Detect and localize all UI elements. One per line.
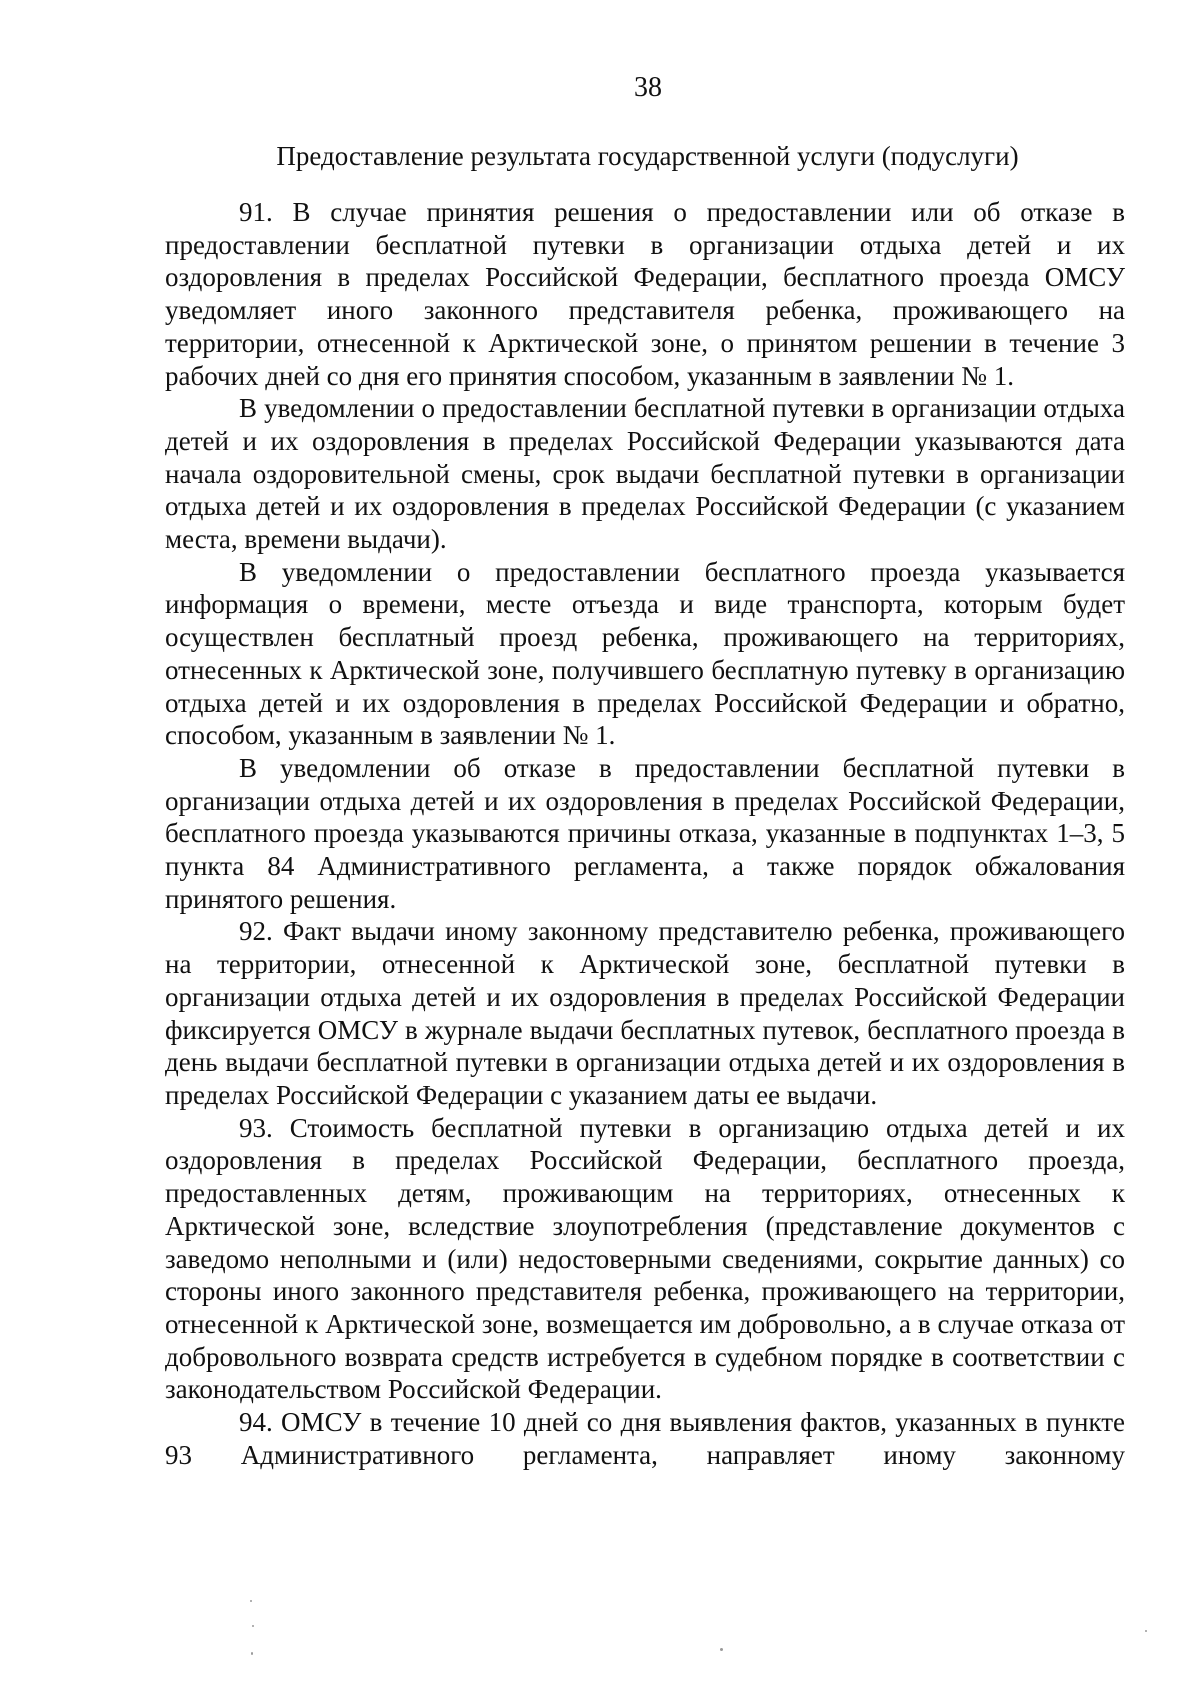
paragraph-notice-voucher: В уведомлении о предоставлении бесплатной путевки в организации отдыха детей и их оздоровления в пределах Российской Федерации указываются дата начала оздоровительной смены, срок выдачи бесплатной путевки в организации отдыха детей и их оздоровления в пределах Российской Федерации (с указанием места, времени выдачи). [165, 393, 1125, 555]
scan-speck [1145, 1630, 1147, 1632]
document-body [165, 196, 1125, 1471]
section-heading: Предоставление результата государственной услуги (подуслуги) [276, 141, 1019, 171]
page-number: 38 [634, 72, 662, 103]
paragraph-notice-refusal: В уведомлении об отказе в предоставлении бесплатной путевки в организации отдыха детей и их оздоровления в пределах Российской Федерации, бесплатного проезда указываются причины отказа, указанные в подпунктах 1–3, 5 пункта 84 Административного регламента, а также порядок обжалования принятого решения. [165, 752, 1125, 914]
paragraph-93: 93. Стоимость бесплатной путевки в организацию отдыха детей и их оздоровления в пределах Российской Федерации, бесплатного проезда, предоставленных детям, проживающим на территориях, отнесенных к Арктической зоне, вследствие злоупотребления (представление документов с заведомо неполными и (или) недостоверными сведениями, сокрытие данных) со стороны иного законного представителя ребенка, проживающего на территории, отнесенной к Арктической зоне, возмещается им добровольно, а в случае отказа от добровольного возврата средств истребуется в судебном порядке в соответствии с законодательством Российской Федерации. [165, 1112, 1125, 1405]
paragraph-notice-travel: В уведомлении о предоставлении бесплатного проезда указывается информация о времени, месте отъезда и виде транспорта, которым будет осуществлен бесплатный проезд ребенка, проживающего на территориях, отнесенных к Арктической зоне, получившего бесплатную путевку в организацию отдыха детей и их оздоровления в пределах Российской Федерации и обратно, способом, указанным в заявлении № 1. [165, 556, 1125, 751]
paragraph-91: 91. В случае принятия решения о предоставлении или об отказе в предоставлении бесплатной путевки в организации отдыха детей и их оздоровления в пределах Российской Федерации, бесплатного проезда ОМСУ уведомляет иного законного представителя ребенка, проживающего на территории, отнесенной к Арктической зоне, о принятом решении в течение 3 рабочих дней со дня его принятия способом, указанным в заявлении № 1. [165, 197, 1125, 391]
scan-speck [251, 1652, 253, 1655]
paragraph-94: 94. ОМСУ в течение 10 дней со дня выявления фактов, указанных в пункте 93 Административного регламента, направляет иному законному [165, 1407, 1125, 1470]
scan-speck [252, 1625, 254, 1627]
scan-speck [250, 1600, 252, 1602]
paragraph-92: 92. Факт выдачи иному законному представителю ребенка, проживающего на территории, отнесенной к Арктической зоне, бесплатной путевки в организации отдыха детей и их оздоровления в пределах Российской Федерации фиксируется ОМСУ в журнале выдачи бесплатных путевок, бесплатного проезда в день выдачи бесплатной путевки в организации отдыха детей и их оздоровления в пределах Российской Федерации с указанием даты ее выдачи. [165, 916, 1125, 1110]
scan-speck [720, 1648, 723, 1651]
